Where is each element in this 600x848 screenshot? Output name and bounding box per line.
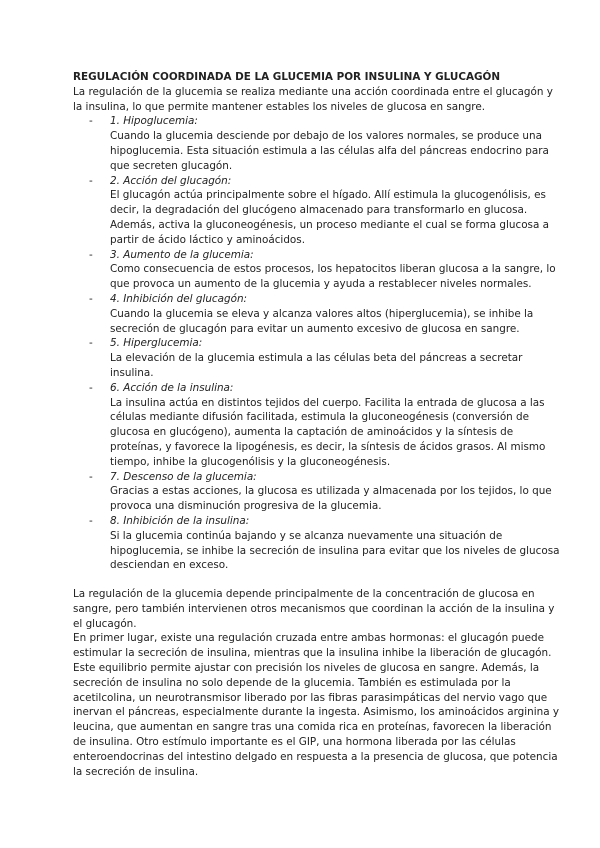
paragraph-gap	[73, 573, 560, 587]
list-item	[73, 248, 560, 292]
intro-paragraph: La regulación de la glucemia se realiza mediante una acción coordinada entre el glucagón y la insulina, lo que permite mantener estables los niveles de glucosa en sangre.	[73, 85, 553, 113]
steps-list	[73, 114, 560, 573]
body-paragraph: En primer lugar, existe una regulación cruzada entre ambas hormonas: el glucagón puede estimular la secreción de insulina, mientras que la insulina inhibe la liberación de glucagón. Este equilibrio permite ajustar con precisión los niveles de glucosa en sangre. Además, la secreción de insulina no solo depende de la glucemia. También es estimulada por la acetilcolina, un neurotransmisor liberado por las fibras parasimpáticas del nervio vago que inervan el páncreas, especialmente durante la ingesta. Asimismo, los aminoácidos arginina y leucina, que aumentan en sangre tras una comida rica en proteínas, favorecen la liberación de insulina. Otro estímulo importante es el GIP, una hormona liberada por las células enteroendocrinas del intestino delgado en respuesta a la presencia de glucosa, que potencia la secreción de insulina.	[73, 632, 560, 778]
list-item-text: La insulina actúa en distintos tejidos del cuerpo. Facilita la entrada de glucosa a las células mediante difusión facilitada, estimula la gluconeogénesis (conversión de glucosa en glucógeno), aumenta la captación de aminoácidos y la síntesis de proteínas, y favorece la lipogénesis, es decir, la síntesis de ácidos grasos. Al mismo tiempo, inhibe la glucogenólisis y la gluconeogénesis.	[110, 396, 546, 468]
list-item-text: El glucagón actúa principalmente sobre el hígado. Allí estimula la glucogenólisis, es decir, la degradación del glucógeno almacenado para transformarlo en glucosa. Además, activa la gluconeogénesis, un proceso mediante el cual se forma glucosa a partir de ácido láctico y aminoácidos.	[110, 189, 549, 246]
list-item	[73, 292, 560, 336]
list-item-heading: 4. Inhibición del glucagón:	[110, 292, 248, 305]
list-bullet: -	[89, 115, 93, 128]
body-paragraph: La regulación de la glucemia depende principalmente de la concentración de glucosa en sangre, pero también intervienen otros mecanismos que coordinan la acción de la insulina y el glucagón.	[73, 588, 555, 630]
list-item-heading: 5. Hiperglucemia:	[110, 337, 203, 350]
list-bullet: -	[89, 174, 93, 187]
list-item-heading: 3. Aumento de la glucemia:	[110, 248, 254, 261]
list-item-heading: 7. Descenso de la glucemia:	[110, 470, 257, 483]
list-item-text: Como consecuencia de estos procesos, los hepatocitos liberan glucosa a la sangre, lo que provoca un aumento de la glucemia y ayuda a restablecer niveles normales.	[110, 263, 556, 291]
list-bullet: -	[89, 514, 93, 527]
list-item-heading: 6. Acción de la insulina:	[110, 381, 234, 394]
list-bullet: -	[89, 292, 93, 305]
list-item-heading: 2. Acción del glucagón:	[110, 174, 232, 187]
list-item	[73, 381, 560, 470]
list-item-text: Si la glucemia continúa bajando y se alcanza nuevamente una situación de hipoglucemia, se inhibe la secreción de insulina para evitar que los niveles de glucosa desciendan en exceso.	[110, 529, 560, 572]
list-item-text: La elevación de la glucemia estimula a las células beta del páncreas a secretar insulina.	[110, 352, 523, 379]
list-item	[73, 336, 560, 380]
list-bullet: -	[89, 381, 93, 394]
list-item-heading: 8. Inhibición de la insulina:	[110, 514, 250, 527]
list-item-text: Cuando la glucemia se eleva y alcanza valores altos (hiperglucemia), se inhibe la secreción de glucagón para evitar un aumento excesivo de glucosa en sangre.	[110, 307, 534, 335]
list-bullet: -	[89, 470, 93, 483]
document-title: REGULACIÓN COORDINADA DE LA GLUCEMIA POR INSULINA Y GLUCAGÓN	[73, 71, 501, 83]
list-bullet: -	[89, 248, 93, 261]
list-item	[73, 174, 560, 248]
list-item-heading: 1. Hipoglucemia:	[110, 115, 198, 128]
list-item	[73, 514, 560, 573]
list-item	[73, 114, 560, 173]
list-item	[73, 470, 560, 514]
list-bullet: -	[89, 337, 93, 350]
list-item-text: Gracias a estas acciones, la glucosa es utilizada y almacenada por los tejidos, lo que provoca una disminución progresiva de la glucemia.	[110, 485, 552, 513]
list-item-text: Cuando la glucemia desciende por debajo de los valores normales, se produce una hipoglucemia. Esta situación estimula a las células alfa del páncreas endocrino para que secreten glucagón.	[110, 130, 549, 172]
